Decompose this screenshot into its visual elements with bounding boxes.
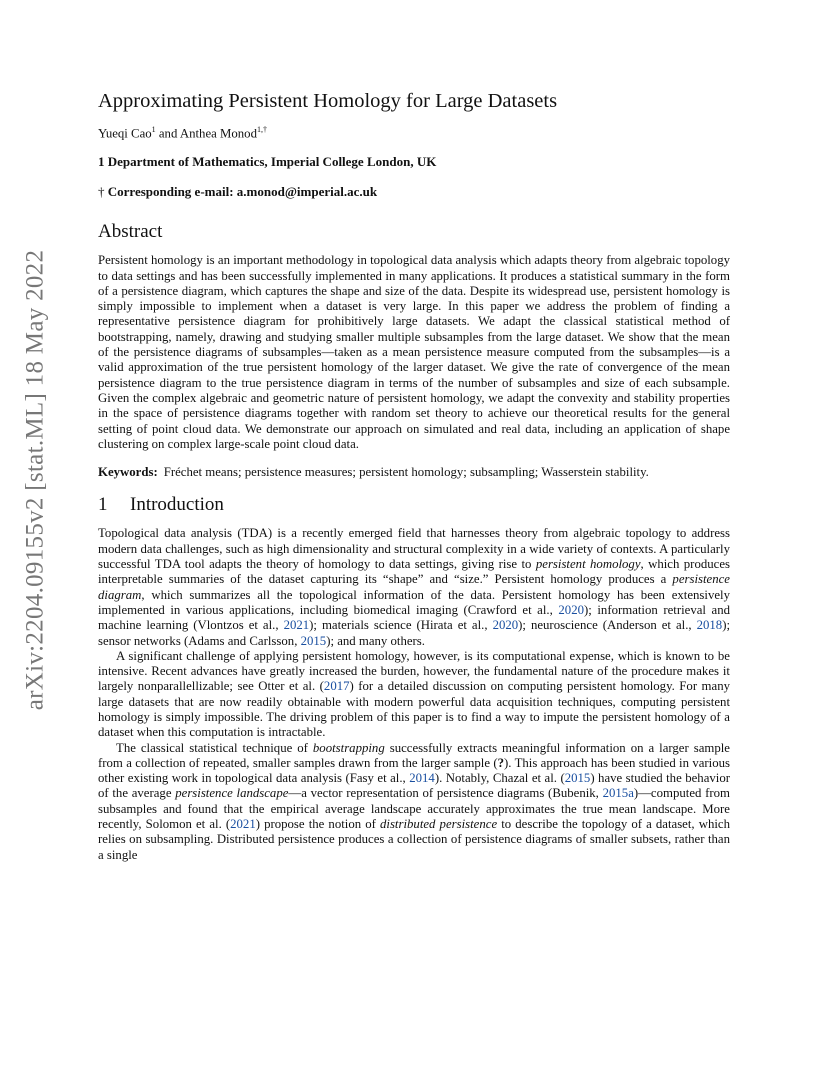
abstract-text: Persistent homology is an important methodology in topological data analysis which adapts theory from algebraic topology to data settings and has been successfully implemented in many applications. It produces a statistical summary in the form of a persistence diagram, which captures the shape and size of the data. Despite its widespread use, persistent homology is simply impossible to implement when a dataset is very large. In this paper we address the problem of finding a representative persistence diagram for prohibitively large datasets. We adapt the classical statistical method of bootstrapping, namely, drawing and studying smaller multiple subsamples from the large dataset. We show that the mean of the persistence diagrams of subsamples—taken as a mean persistence measure computed from the subsamples—is a valid approximation of the true persistent homology of the larger dataset. We give the rate of convergence of the mean persistence diagram to the true persistence diagram in terms of the number of subsamples and size of each subsample. Given the complex algebraic and geometric nature of persistent homology, we adapt the convexity and stability properties in the space of persistence diagrams together with random set theory to achieve our theoretical results for the general setting of point cloud data. We demonstrate our approach on simulated and real data, including an application of shape clustering on complex large-scale point cloud data. [98,253,730,451]
emphasis: persistence landscape [175,786,289,801]
intro-paragraph-2: A significant challenge of applying persistent homology, however, is its computational expense, which is known to be intensive. Recent advances have greatly increased the burden, however, the fundamental nature of the procedure makes it largely nonparallellizable; see Otter et al. (2017) for a detailed discussion on computing persistent homology. For many large datasets that are now readily obtainable with modern powerful data acquisition techniques, computing persistent homology is simply impossible. The driving problem of this paper is to find a way to impute the persistent homology of a dataset when this computation is intractable. [98,648,730,740]
emphasis: bootstrapping [312,740,385,755]
paper-page [98,90,730,863]
citation-link[interactable]: 2021 [230,817,256,832]
citation-link[interactable]: 2020 [558,602,584,617]
dagger-mark: † [98,184,108,200]
author-name: Anthea Monod [179,126,257,141]
author-line [98,125,730,141]
emphasis: persistence diagram [98,572,730,602]
citation-link[interactable]: 2015 [564,771,591,786]
citation-link[interactable]: 2021 [283,618,310,633]
citation-link[interactable]: 2020 [492,618,519,633]
unresolved-citation: ? [497,755,505,770]
affiliation: 1 Department of Mathematics, Imperial College London, UK [98,154,437,170]
citation-link[interactable]: 2017 [323,679,350,694]
keywords-text: Fréchet means; persistence measures; persistent homology; subsampling; Wasserstein stability. [163,465,649,480]
paper-title: Approximating Persistent Homology for Large Datasets [98,90,558,112]
keywords-label: Keywords: [98,465,158,480]
keywords [98,465,730,480]
email-label: Corresponding e-mail: [107,184,234,200]
citation-link[interactable]: 2015a [602,786,634,801]
abstract-heading: Abstract [98,221,163,243]
citation-link[interactable]: 2014 [409,771,435,786]
author-name: Yueqi Cao [98,126,152,141]
emphasis: distributed persistence [380,817,498,832]
corresponding-email [98,184,730,200]
section-number: 1 [98,494,108,516]
citation-link[interactable]: 2018 [696,618,723,633]
section-title: Introduction [130,494,224,516]
intro-paragraph-1: Topological data analysis (TDA) is a recently emerged field that harnesses theory from algebraic topology to address modern data challenges, such as high dimensionality and structural complexity in a wide variety of contexts. A particularly successful TDA tool adapts the theory of homology to data settings, giving rise to persistent homology, which produces interpretable summaries of the dataset capturing its “shape” and “size.” Persistent homology produces a persistence diagram, which summarizes all the topological information of the data. Persistent homology has been extensively implemented in various applications, including biomedical imaging (Crawford et al., 2020); information retrieval and machine learning (Vlontzos et al., 2021); materials science (Hirata et al., 2020); neuroscience (Anderson et al., 2018); sensor networks (Adams and Carlsson, 2015); and many others. [98,526,731,648]
section-heading [98,494,730,516]
author-connector: and [155,126,180,141]
author-affiliation-mark: 1,† [256,125,267,134]
intro-paragraph-3: The classical statistical technique of bootstrapping successfully extracts meaningful information on a larger sample from a collection of repeated, smaller samples drawn from the larger sample (?). This approach has been studied in various other existing work in topological data analysis (Fasy et al., 2014). Notably, Chazal et al. (2015) have studied the behavior of the average persistence landscape—a vector representation of persistence diagrams (Bubenik, 2015a)—computed from subsamples and found that the empirical average landscape accurately approximates the true mean landscape. More recently, Solomon et al. (2021) propose the notion of distributed persistence to describe the topology of a dataset, which relies on subsampling. Distributed persistence produces a collection of persistence diagrams of smaller subsets, rather than a single [98,740,731,862]
arxiv-identifier: arXiv:2204.09155v2 [stat.ML] 18 May 2022 [21,249,48,711]
emphasis: persistent homology [535,557,641,572]
author-affiliation-mark: 1 [151,125,156,134]
citation-link[interactable]: 2015 [300,633,327,648]
email-address[interactable]: a.monod@imperial.ac.uk [236,184,378,200]
arxiv-sidebar-stamp [10,249,60,711]
